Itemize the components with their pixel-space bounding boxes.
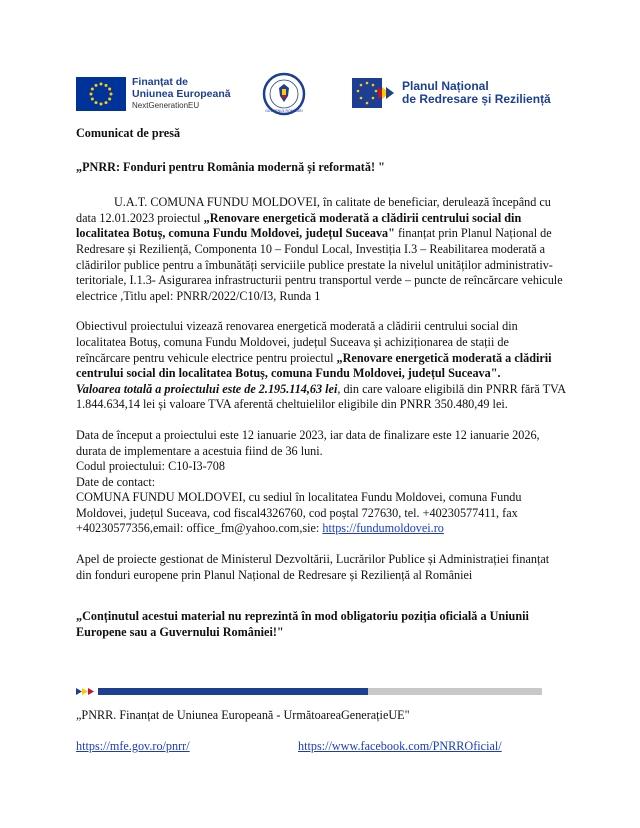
pnrr-logo-line1: Planul Național (402, 79, 489, 93)
document-label: Comunicat de presă (76, 126, 181, 140)
pnrr-flag-icon (352, 78, 396, 108)
eu-star (105, 84, 108, 87)
eu-star (110, 93, 113, 96)
government-seal-icon (262, 72, 306, 116)
footer-tagline: „PNRR. Finanțat de Uniunea Europeană - UrmătoareaGenerațieUE" (76, 708, 410, 722)
facebook-link[interactable]: https://www.facebook.com/PNRROficial/ (298, 739, 502, 753)
pnrr-logo-line2: de Redresare și Reziliență (402, 92, 551, 106)
paragraph-managing-authority: Apel de proiecte gestionat de Ministerul Dezvoltării, Lucrărilor Publice și Administrației finanțat din fonduri europene prin Planul Național de Redresare și Reziliență al României (76, 552, 550, 582)
eu-star (108, 88, 111, 91)
paragraph-dates: Data de început a proiectului este 12 ianuarie 2023, iar data de finalizare este 12 ianuarie 2026, durata de implementare a acestuia fiind de 36 luni. Codul proiectului: C10-I3-708 Date de contact: COMUNA FUNDU MOLDOVEI, cu sediul în localitatea Fundu Moldovei, comuna Fundu Moldovei, județul Suceava, cod fiscal4326760, cod poștal 727630, tel. +40230577411, fax +40230577356,email: office_fm@yahoo.com,sie: https://fundumoldovei.ro (76, 427, 540, 536)
footer-arrows-icon (76, 688, 98, 695)
pnrr-logo (352, 78, 551, 108)
eu-star (100, 83, 103, 86)
eu-star (91, 98, 94, 101)
eu-star (95, 84, 98, 87)
eu-star (90, 93, 93, 96)
document-title: „PNRR: Fonduri pentru România modernă și reformată! " (76, 159, 385, 174)
contact-website-link[interactable]: https://fundumoldovei.ro (322, 521, 444, 536)
eu-logo (76, 76, 231, 112)
contact-label: Date de contact: (76, 474, 156, 489)
mfe-link[interactable]: https://mfe.gov.ro/pnrr/ (76, 739, 190, 753)
gov-seal-caption: GUVERNUL ROMÂNIEI (265, 109, 303, 113)
eu-flag-icon (76, 77, 126, 111)
footer-divider-bar (76, 688, 542, 695)
eu-star (108, 98, 111, 101)
paragraph-objective: Obiectivul proiectului vizează renovarea energetică moderată a clădirii centrului social din localitatea Botuș, comuna Fundu Moldovei, județul Suceava și achiziționarea de stații de reîncărcare pentru vehicule electrice pentru proiectul „Renovare energetică moderată a clădirii centrului social din localitatea Botuș, comuna Fundu Moldovei, județul Suceava". Valoarea totală a proiectului este de 2.195.114,63 lei, din care valoare eligibilă din PNRR fără TVA 1.844.634,14 lei și valoare TVA aferentă cheltuielilor eligibile din PNRR 350.480,49 lei. (76, 319, 566, 412)
eu-star (91, 88, 94, 91)
contact-details: COMUNA FUNDU MOLDOVEI, cu sediul în localitatea Fundu Moldovei, comuna Fundu Moldovei, județul Suceava, cod fiscal4326760, cod poștal 727630, tel. +40230577411, fax +40230577356,email: office_fm@yahoo.com,sie: (76, 490, 522, 536)
paragraph-project-intro: U.A.T. COMUNA FUNDU MOLDOVEI, în calitate de beneficiar, derulează începând cu data 12.01.2023 proiectul „Renovare energetică moderată a clădirii centrului social din localitatea Botuș, comuna Fundu Moldovei, județul Suceava" finanțat prin Planul Național de Redresare și Reziliență, Componenta 10 – Fondul Local, Investiția I.3 – Reabilitarea moderată a clădirilor publice pentru a îmbunătăți serviciile publice prestate la nivelul unităților administrativ-teritoriale, I.1.3- Asigurarea infrastructurii pentru transportul verde – puncte de reîncărcare vehicule electrice ,Titlu apel: PNRR/2022/C10/I3, Runda 1 (76, 195, 563, 303)
logo-header (0, 72, 640, 122)
footer-links (76, 739, 566, 754)
eu-star (105, 101, 108, 104)
disclaimer: „Conținutul acestui material nu reprezintă în mod obligatoriu poziția oficială a Uniunii Europene sau a Guvernului României!" (76, 609, 529, 639)
eu-star (100, 103, 103, 106)
eu-star (95, 101, 98, 104)
eu-logo-line1: Finanțat de (132, 76, 189, 88)
project-code: Codul proiectului: C10-I3-708 (76, 459, 225, 474)
press-release-body (76, 126, 566, 640)
eu-logo-line2: Uniunea Europeană (132, 88, 231, 100)
eu-logo-line3: NextGenerationEU (132, 101, 200, 110)
